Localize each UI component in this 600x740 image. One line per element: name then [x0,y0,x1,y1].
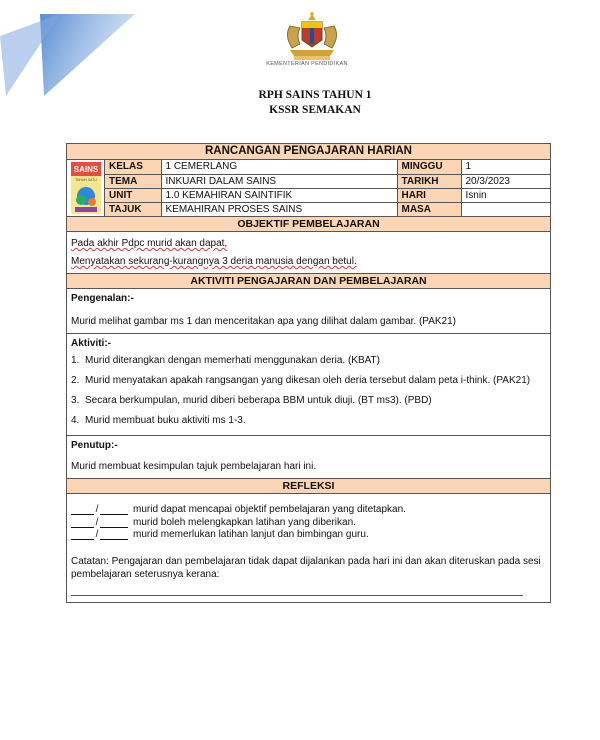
info-row-tajuk [105,202,550,216]
list-item [71,411,546,431]
lesson-plan-table [66,143,551,603]
unit-value: 1.0 KEMAHIRAN SAINTIFIK [161,188,397,202]
list-item [71,391,546,411]
plan-title: RANCANGAN PENGAJARAN HARIAN [67,144,550,160]
blank-field [100,517,128,528]
hari-label: HARI [397,188,461,202]
book-cover-subtext: TAHUN SATU [74,178,97,182]
tajuk-label: TAJUK [105,202,161,216]
blank-field [71,529,94,540]
reflection-note: Catatan: Pengajaran dan pembelajaran tidak dapat dijalankan pada hari ini dan akan diteruskan pada sesi pembelajaran seterusnya kerana: [71,555,541,580]
kelas-label: KELAS [105,160,161,174]
masa-value [461,202,550,216]
info-row-kelas [105,160,550,174]
activities-list-heading: Aktiviti:- [71,338,111,349]
info-table [105,160,550,216]
activities-heading: AKTIVITI PENGAJARAN DAN PEMBELAJARAN [67,274,550,289]
info-block [67,160,550,217]
activities-section [67,334,550,436]
reflection-section [67,494,550,602]
minggu-value: 1 [461,160,550,174]
kelas-value: 1 CEMERLANG [161,160,397,174]
tajuk-value: KEMAHIRAN PROSES SAINS [161,202,397,216]
tema-label: TEMA [105,174,161,188]
reflection-line: / murid boleh melengkapkan latihan yang diberikan. [71,517,546,530]
list-item-number: 3. [71,395,80,406]
ministry-name: KEMENTERIAN PENDIDIKAN [266,61,348,67]
reflection-text: murid boleh melengkapkan latihan yang diberikan. [133,516,356,528]
list-item-text: Murid menyatakan apakah rangsangan yang dikesan oleh deria tersebut dalam peta i-think. (PAK21) [85,375,531,386]
book-cover-image [67,160,105,216]
list-item [71,351,546,371]
reflection-text: murid dapat mencapai objektif pembelajaran yang ditetapkan. [133,504,406,515]
title-line-1: RPH SAINS TAHUN 1 [258,89,372,101]
closing-section [67,436,550,479]
info-row-tema [105,174,550,188]
list-item-text: Murid diterangkan dengan memerhati menggunakan deria. (KBAT) [85,355,380,366]
list-item-number: 1. [71,355,80,366]
activities-list [71,351,546,431]
objective-section [67,232,550,274]
list-item [71,371,546,391]
reflection-line: / murid memerlukan latihan lanjut dan bimbingan guru. [71,529,546,542]
objective-heading: OBJEKTIF PEMBELAJARAN [67,217,550,232]
document-title [0,88,600,118]
tarikh-label: TARIKH [397,174,461,188]
intro-heading: Pengenalan:- [71,293,134,304]
list-item-number: 2. [71,375,80,386]
list-item-number: 4. [71,415,80,426]
title-line-2: KSSR SEMAKAN [269,104,361,116]
list-item-text: Murid membuat buku aktiviti ms 1-3. [85,415,246,426]
blank-field [100,529,128,540]
hari-value: Isnin [461,188,550,202]
blank-field [71,517,94,528]
reflection-line: / murid dapat mencapai objektif pembelajaran yang ditetapkan. [71,504,546,517]
objective-line-2: Menyatakan sekurang-kurangnya 3 deria manusia dengan betul. [71,256,357,267]
closing-heading: Penutup:- [71,440,118,451]
minggu-label: MINGGU [397,160,461,174]
tarikh-value: 20/3/2023 [461,174,550,188]
info-row-unit [105,188,550,202]
reflection-text: murid memerlukan latihan lanjut dan bimbingan guru. [133,529,369,540]
blank-field [100,504,128,515]
note-answer-line [71,595,523,596]
blank-field [71,504,94,515]
masa-label: MASA [397,202,461,216]
book-cover-text: SAINS [73,165,98,174]
intro-text: Murid melihat gambar ms 1 dan menceritakan apa yang dilihat dalam gambar. (PAK21) [71,316,457,327]
tema-value: INKUARI DALAM SAINS [161,174,397,188]
intro-section [67,289,550,334]
objective-line-1: Pada akhir Pdpc murid akan dapat, [71,238,228,249]
closing-text: Murid membuat kesimpulan tajuk pembelajaran hari ini. [71,461,317,472]
unit-label: UNIT [105,188,161,202]
ministry-crest-logo [272,10,352,62]
reflection-heading: REFLEKSI [67,479,550,494]
list-item-text: Secara berkumpulan, murid diberi beberapa BBM untuk diuji. (BT ms3). (PBD) [85,395,432,406]
